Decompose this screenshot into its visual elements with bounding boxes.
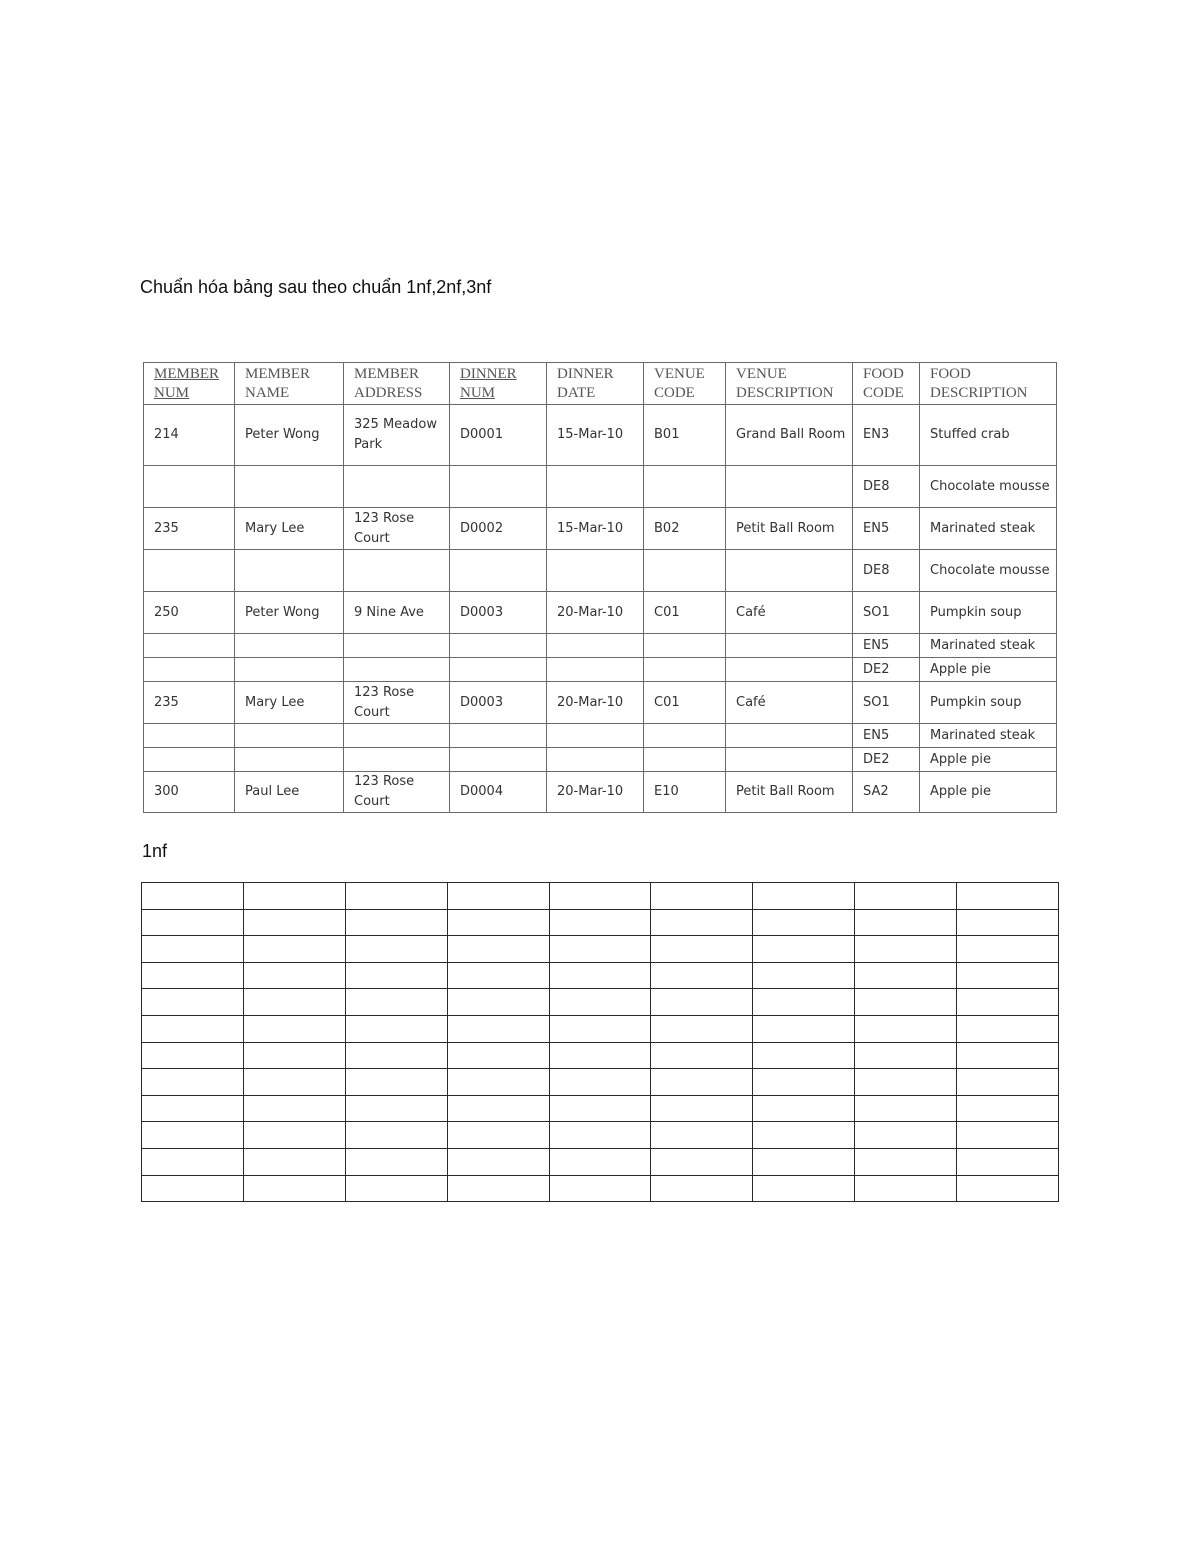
blank-cell (345, 1122, 447, 1149)
table-cell (450, 550, 547, 592)
table-cell: 123 Rose Court (344, 682, 450, 724)
blank-cell (447, 1095, 549, 1122)
table-cell: 20-Mar-10 (547, 592, 644, 634)
blank-cell (243, 962, 345, 989)
blank-cell (957, 1148, 1059, 1175)
table-cell: 214 (144, 405, 235, 466)
blank-cell (957, 1069, 1059, 1096)
table-cell (450, 634, 547, 658)
blank-cell (142, 1069, 244, 1096)
blank-cell (447, 989, 549, 1016)
table-cell: Mary Lee (235, 682, 344, 724)
table-cell (547, 724, 644, 748)
table-cell (547, 748, 644, 772)
blank-cell (243, 1069, 345, 1096)
header-dinner-date: DINNER DATE (547, 363, 644, 405)
blank-cell (753, 1122, 855, 1149)
table-cell: 20-Mar-10 (547, 682, 644, 724)
blank-cell (447, 1015, 549, 1042)
table-cell: SO1 (853, 682, 920, 724)
table-cell: 250 (144, 592, 235, 634)
table-cell (235, 658, 344, 682)
blank-cell (957, 1042, 1059, 1069)
blank-cell (855, 883, 957, 910)
blank-cell (142, 1148, 244, 1175)
table-cell: D0003 (450, 592, 547, 634)
blank-cell (345, 936, 447, 963)
table-cell: Apple pie (920, 748, 1057, 772)
blank-cell (345, 909, 447, 936)
table-cell: DE2 (853, 748, 920, 772)
table-row (144, 634, 1057, 658)
table-cell: DE8 (853, 550, 920, 592)
table-cell: Marinated steak (920, 634, 1057, 658)
table-cell: Stuffed crab (920, 405, 1057, 466)
blank-cell (855, 1069, 957, 1096)
blank-cell (142, 936, 244, 963)
blank-cell (549, 989, 651, 1016)
table-cell: C01 (644, 682, 726, 724)
header-dinner-num: DINNER NUM (450, 363, 547, 405)
blank-cell (753, 962, 855, 989)
blank-cell (651, 1148, 753, 1175)
table-cell: Petit Ball Room (726, 772, 853, 813)
blank-cell (549, 1122, 651, 1149)
blank-cell (855, 1042, 957, 1069)
blank-cell (957, 1015, 1059, 1042)
blank-row (142, 1015, 1059, 1042)
blank-cell (447, 936, 549, 963)
blank-cell (142, 909, 244, 936)
table-cell: SA2 (853, 772, 920, 813)
table-cell: Grand Ball Room (726, 405, 853, 466)
blank-cell (142, 1095, 244, 1122)
blank-cell (753, 936, 855, 963)
table-row (144, 772, 1057, 813)
blank-cell (549, 1175, 651, 1202)
blank-cell (345, 1175, 447, 1202)
blank-cell (243, 1175, 345, 1202)
blank-row (142, 1175, 1059, 1202)
blank-cell (447, 1148, 549, 1175)
blank-cell (447, 962, 549, 989)
table-cell: C01 (644, 592, 726, 634)
blank-row (142, 989, 1059, 1016)
table-cell: Petit Ball Room (726, 508, 853, 550)
table-cell: Pumpkin soup (920, 682, 1057, 724)
blank-cell (345, 1069, 447, 1096)
blank-cell (447, 1122, 549, 1149)
header-venue-code: VENUE CODE (644, 363, 726, 405)
blank-cell (651, 962, 753, 989)
blank-cell (345, 989, 447, 1016)
blank-cell (549, 1069, 651, 1096)
blank-cell (549, 909, 651, 936)
blank-cell (855, 936, 957, 963)
blank-row (142, 936, 1059, 963)
blank-cell (753, 1015, 855, 1042)
table-cell (547, 658, 644, 682)
table-cell (547, 634, 644, 658)
blank-cell (957, 909, 1059, 936)
table-cell: Apple pie (920, 658, 1057, 682)
table-cell (344, 550, 450, 592)
blank-cell (345, 962, 447, 989)
blank-cell (447, 883, 549, 910)
blank-cell (957, 1122, 1059, 1149)
blank-cell (651, 1175, 753, 1202)
blank-cell (447, 1175, 549, 1202)
blank-cell (651, 1095, 753, 1122)
table-cell (235, 466, 344, 508)
table-cell (644, 658, 726, 682)
table-cell: SO1 (853, 592, 920, 634)
table-cell (726, 466, 853, 508)
blank-cell (142, 989, 244, 1016)
blank-cell (549, 883, 651, 910)
table-cell (344, 748, 450, 772)
blank-cell (243, 1042, 345, 1069)
table-cell (726, 634, 853, 658)
header-member-num: MEMBER NUM (144, 363, 235, 405)
blank-cell (549, 936, 651, 963)
table-cell: Peter Wong (235, 592, 344, 634)
blank-cell (957, 1175, 1059, 1202)
blank-cell (345, 1042, 447, 1069)
table-cell: D0003 (450, 682, 547, 724)
blank-cell (549, 1042, 651, 1069)
table-cell (450, 748, 547, 772)
table-cell (144, 550, 235, 592)
blank-cell (753, 1175, 855, 1202)
table-cell: 300 (144, 772, 235, 813)
blank-cell (753, 1042, 855, 1069)
table-cell (644, 550, 726, 592)
blank-row (142, 1148, 1059, 1175)
blank-cell (651, 989, 753, 1016)
blank-row (142, 962, 1059, 989)
table-cell: E10 (644, 772, 726, 813)
table-row (144, 658, 1057, 682)
table-cell: EN5 (853, 508, 920, 550)
table-cell: D0002 (450, 508, 547, 550)
blank-row (142, 883, 1059, 910)
blank-cell (651, 936, 753, 963)
blank-cell (549, 1148, 651, 1175)
blank-cell (855, 1148, 957, 1175)
blank-cell (243, 989, 345, 1016)
blank-cell (243, 909, 345, 936)
table-cell (644, 724, 726, 748)
blank-cell (549, 1095, 651, 1122)
blank-cell (855, 962, 957, 989)
table-cell: 15-Mar-10 (547, 508, 644, 550)
table-row (144, 550, 1057, 592)
table-cell (344, 466, 450, 508)
blank-cell (753, 883, 855, 910)
blank-row (142, 1122, 1059, 1149)
table-cell (235, 724, 344, 748)
table-cell (450, 724, 547, 748)
table-row (144, 748, 1057, 772)
blank-row (142, 1069, 1059, 1096)
blank-cell (243, 883, 345, 910)
table-cell: Chocolate mousse (920, 466, 1057, 508)
table-cell: EN5 (853, 634, 920, 658)
table-cell: 123 Rose Court (344, 772, 450, 813)
blank-cell (549, 1015, 651, 1042)
blank-cell (142, 883, 244, 910)
blank-cell (753, 909, 855, 936)
blank-cell (142, 1175, 244, 1202)
table-cell (450, 658, 547, 682)
blank-row (142, 1095, 1059, 1122)
table-cell: Peter Wong (235, 405, 344, 466)
blank-cell (549, 962, 651, 989)
blank-cell (142, 1042, 244, 1069)
table-cell: DE8 (853, 466, 920, 508)
blank-cell (753, 989, 855, 1016)
table-cell (144, 724, 235, 748)
blank-cell (447, 909, 549, 936)
blank-cell (142, 1122, 244, 1149)
table-cell (644, 466, 726, 508)
blank-cell (651, 909, 753, 936)
table-cell: 235 (144, 508, 235, 550)
table-row (144, 405, 1057, 466)
blank-cell (243, 936, 345, 963)
table-cell: B02 (644, 508, 726, 550)
table-cell (726, 658, 853, 682)
blank-cell (651, 1122, 753, 1149)
blank-cell (855, 1015, 957, 1042)
table-cell: 325 Meadow Park (344, 405, 450, 466)
blank-cell (243, 1095, 345, 1122)
blank-cell (753, 1095, 855, 1122)
table-cell: Paul Lee (235, 772, 344, 813)
table-cell: Café (726, 592, 853, 634)
table-row (144, 682, 1057, 724)
blank-cell (651, 883, 753, 910)
blank-row (142, 1042, 1059, 1069)
table-cell (344, 658, 450, 682)
table-cell: EN5 (853, 724, 920, 748)
table-cell (144, 748, 235, 772)
blank-cell (651, 1069, 753, 1096)
blank-cell (753, 1148, 855, 1175)
table-cell: D0001 (450, 405, 547, 466)
blank-cell (957, 989, 1059, 1016)
table-row (144, 724, 1057, 748)
blank-cell (345, 1148, 447, 1175)
table-cell: 15-Mar-10 (547, 405, 644, 466)
section-label-1nf: 1nf (142, 841, 168, 861)
table-cell (726, 748, 853, 772)
table-cell (144, 466, 235, 508)
table-row (144, 592, 1057, 634)
header-venue-description: VENUE DESCRIPTION (726, 363, 853, 405)
blank-cell (345, 883, 447, 910)
table-cell (726, 550, 853, 592)
table-cell: Mary Lee (235, 508, 344, 550)
table-cell: DE2 (853, 658, 920, 682)
table-cell (547, 466, 644, 508)
blank-cell (345, 1095, 447, 1122)
table-cell: Marinated steak (920, 508, 1057, 550)
header-food-description: FOOD DESCRIPTION (920, 363, 1057, 405)
page-title: Chuẩn hóa bảng sau theo chuẩn 1nf,2nf,3nf (140, 277, 492, 297)
table-cell: Pumpkin soup (920, 592, 1057, 634)
header-row (144, 363, 1057, 405)
blank-cell (142, 962, 244, 989)
blank-cell (957, 936, 1059, 963)
blank-cell (855, 909, 957, 936)
blank-cell (855, 989, 957, 1016)
table-cell: 235 (144, 682, 235, 724)
table-cell: B01 (644, 405, 726, 466)
blank-cell (243, 1148, 345, 1175)
table-row (144, 466, 1057, 508)
blank-cell (855, 1095, 957, 1122)
blank-row (142, 909, 1059, 936)
table-cell (344, 724, 450, 748)
blank-cell (651, 1042, 753, 1069)
table-cell: Apple pie (920, 772, 1057, 813)
blank-cell (447, 1069, 549, 1096)
table-cell (344, 634, 450, 658)
header-member-name: MEMBER NAME (235, 363, 344, 405)
blank-cell (651, 1015, 753, 1042)
table-cell: 123 Rose Court (344, 508, 450, 550)
table-cell: EN3 (853, 405, 920, 466)
table-row (144, 508, 1057, 550)
blank-cell (957, 883, 1059, 910)
table-cell (235, 634, 344, 658)
table-cell (144, 658, 235, 682)
table-cell: 9 Nine Ave (344, 592, 450, 634)
table-cell: Marinated steak (920, 724, 1057, 748)
blank-cell (753, 1069, 855, 1096)
header-food-code: FOOD CODE (853, 363, 920, 405)
table-cell (547, 550, 644, 592)
table-cell: 20-Mar-10 (547, 772, 644, 813)
blank-cell (855, 1122, 957, 1149)
table-cell: Café (726, 682, 853, 724)
table-cell (644, 634, 726, 658)
blank-cell (345, 1015, 447, 1042)
table-cell (235, 748, 344, 772)
table-cell (235, 550, 344, 592)
table-cell: Chocolate mousse (920, 550, 1057, 592)
blank-cell (447, 1042, 549, 1069)
table-cell (144, 634, 235, 658)
blank-cell (243, 1015, 345, 1042)
header-member-address: MEMBER ADDRESS (344, 363, 450, 405)
source-table (143, 362, 1057, 813)
table-cell (726, 724, 853, 748)
blank-cell (855, 1175, 957, 1202)
table-cell (450, 466, 547, 508)
blank-cell (957, 962, 1059, 989)
blank-cell (957, 1095, 1059, 1122)
blank-cell (142, 1015, 244, 1042)
table-cell (644, 748, 726, 772)
table-cell: D0004 (450, 772, 547, 813)
blank-1nf-table (141, 882, 1059, 1202)
blank-cell (243, 1122, 345, 1149)
